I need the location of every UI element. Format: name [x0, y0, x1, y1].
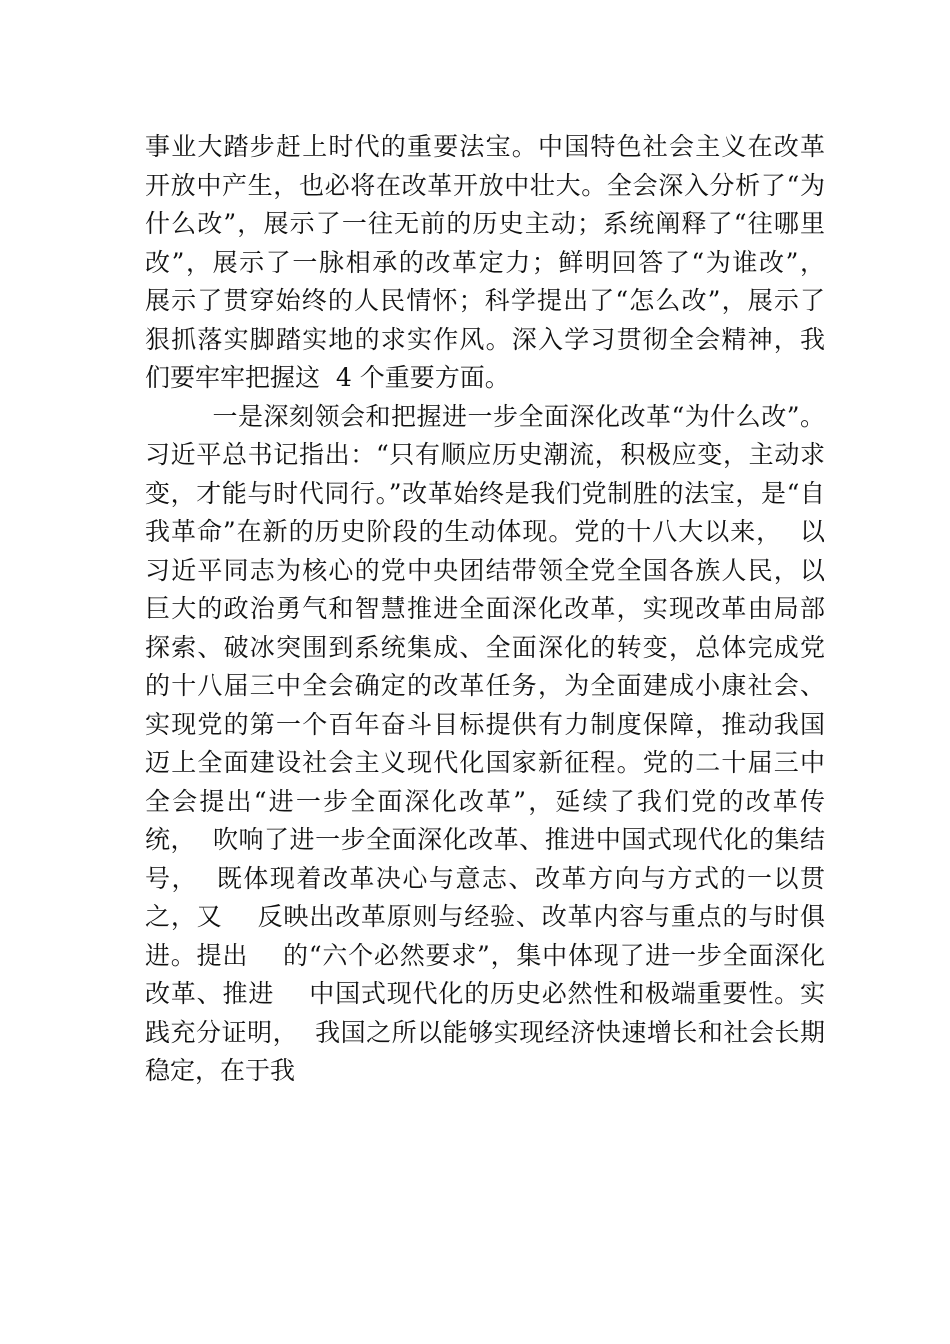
text-line: 实现党的第一个百年奋斗目标提供有力制度保障，推动我国: [145, 709, 825, 739]
text-line: 们要牢牢把握这 4 个重要方面。: [145, 363, 510, 392]
text-line: 展示了贯穿始终的人民情怀；科学提出了“怎么改”，展示了: [145, 286, 825, 315]
text-line: 事业大踏步赶上时代的重要法宝。中国特色社会主义在改革: [145, 132, 825, 161]
text-line: 之，又 反映出改革原则与经验、改革内容与重点的与时俱: [145, 902, 825, 931]
text-line: 号， 既体现着改革决心与意志、改革方向与方式的一以贯: [145, 863, 825, 893]
text-line: 变，才能与时代同行。”改革始终是我们党制胜的法宝，是“自: [145, 478, 825, 508]
text-line: 全会提出“进一步全面深化改革”，延续了我们党的改革传: [145, 786, 825, 816]
text-line: 统， 吹响了进一步全面深化改革、推进中国式现代化的集结: [145, 825, 825, 854]
text-line: 迈上全面建设社会主义现代化国家新征程。党的二十届三中: [145, 748, 825, 777]
text-line: 巨大的政治勇气和智慧推进全面深化改革，实现改革由局部: [145, 594, 825, 623]
text-line: 改革、推进 中国式现代化的历史必然性和极端重要性。实: [145, 979, 825, 1008]
text-line: 习近平总书记指出：“只有顺应历史潮流，积极应变，主动求: [145, 440, 825, 469]
text-line: 狠抓落实脚踏实地的求实作风。深入学习贯彻全会精神，我: [145, 324, 825, 354]
text-line: 我革命”在新的历史阶段的生动体现。党的十八大以来， 以: [145, 517, 825, 546]
text-line: 改”，展示了一脉相承的改革定力；鲜明回答了“为谁改”，: [145, 247, 825, 277]
text-line: 什么改”，展示了一往无前的历史主动；系统阐释了“往哪里: [145, 209, 825, 238]
text-line: 进。提出 的“六个必然要求”，集中体现了进一步全面深化: [145, 940, 825, 970]
text-line: 开放中产生，也必将在改革开放中壮大。全会深入分析了“为: [145, 170, 825, 200]
text-line: 践充分证明， 我国之所以能够实现经济快速增长和社会长期: [145, 1017, 825, 1047]
text-line: 稳定，在于我: [145, 1056, 296, 1085]
body-text: [145, 128, 825, 1091]
text-line: 一是深刻领会和把握进一步全面深化改革“为什么改”。: [145, 401, 825, 431]
text-line: 的十八届三中全会确定的改革任务，为全面建成小康社会、: [145, 671, 825, 700]
text-line: 习近平同志为核心的党中央团结带领全党全国各族人民，以: [145, 555, 825, 585]
text-line: 探索、破冰突围到系统集成、全面深化的转变，总体完成党: [145, 632, 825, 662]
